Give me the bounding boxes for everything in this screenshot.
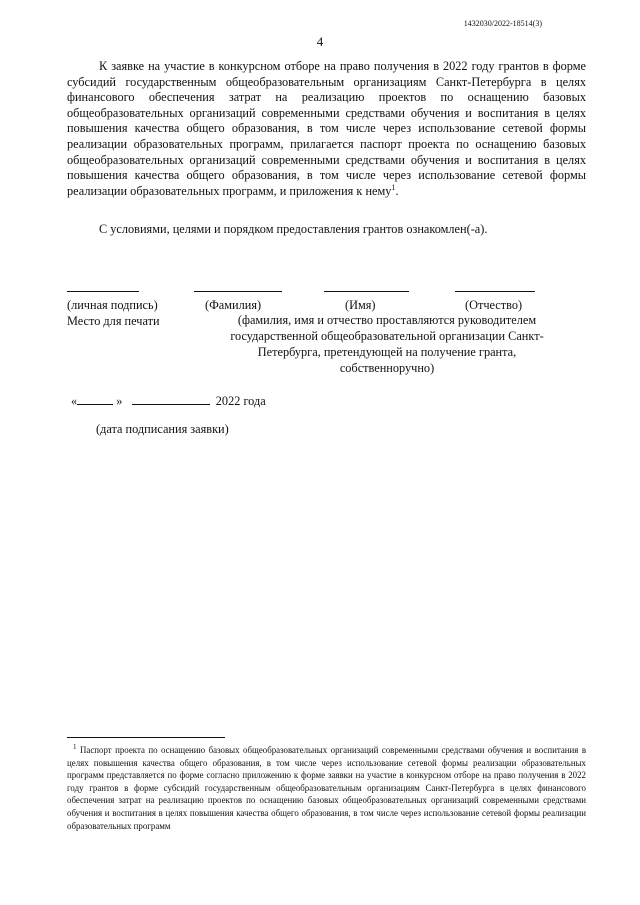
footnote-marker: 1	[73, 743, 77, 752]
application-paragraph	[67, 59, 586, 199]
date-close-quote: »	[116, 394, 123, 408]
footnote-text: Паспорт проекта по оснащению базовых общеобразовательных организаций современными средствами обучения и воспитания в целях повышения качества общего образования, в том числе через использование сетевой формы реализации образовательных программ представляется по форме согласно приложению к форме заявки на участие в конкурсном отборе на право получения в 2022 году грантов в форме субсидий государственным общеобразовательным организациям Санкт-Петербурга в целях финансового обеспечения затрат на реализацию проектов по оснащению базовых общеобразовательных организаций современными средствами обучения и воспитания в целях повышения качества общего образования, в том числе через использование сетевой формы реализации образовательных программ	[67, 745, 587, 831]
date-caption: (дата подписания заявки)	[96, 422, 229, 436]
page-number: 4	[316, 34, 324, 49]
date-open-quote: «	[71, 394, 78, 408]
signature-label: (личная подпись)	[67, 298, 158, 312]
month-blank	[132, 394, 210, 405]
name-line	[324, 291, 409, 292]
footnote	[67, 744, 586, 832]
document-registration-number: 1432030/2022-18514(3)	[463, 19, 542, 28]
day-blank	[77, 394, 113, 405]
year-text: 2022 года	[215, 394, 266, 408]
application-paragraph-text: К заявке на участие в конкурсном отборе на право получения в 2022 году грантов в форме субсидий государственным общеобразовательным организациям Санкт-Петербурга в целях финансового обеспечения затрат на реализацию проектов по оснащению базовых общеобразовательных организаций современными средствами обучения и воспитания в целях повышения качества общего образования, в том числе через использование сетевой формы реализации образовательных программ, прилагается паспорт проекта по оснащению базовых общеобразовательных организаций современными средствами обучения и воспитания в целях повышения качества общего образования, в том числе через использование сетевой формы реализации образовательных программ, и приложения к нему	[67, 59, 586, 198]
name-label: (Имя)	[345, 298, 376, 312]
footnote-reference: 1	[391, 182, 396, 192]
surname-line	[194, 291, 282, 292]
stamp-place-label: Место для печати	[67, 314, 160, 328]
paragraph-end: .	[395, 183, 399, 198]
footnote-divider	[67, 737, 225, 738]
surname-label: (Фамилия)	[205, 298, 262, 312]
head-signature-note: (фамилия, имя и отчество проставляются руководителем государственной общеобразовательной организации Санкт-Петербурга, претендующей на получение гранта, собственноручно)	[230, 313, 544, 375]
patronymic-line	[455, 291, 535, 292]
acknowledgement-statement: С условиями, целями и порядком предоставления грантов ознакомлен(-а).	[99, 222, 488, 236]
signing-date-row	[71, 394, 266, 409]
signature-line	[67, 291, 139, 292]
patronymic-label: (Отчество)	[465, 298, 523, 312]
